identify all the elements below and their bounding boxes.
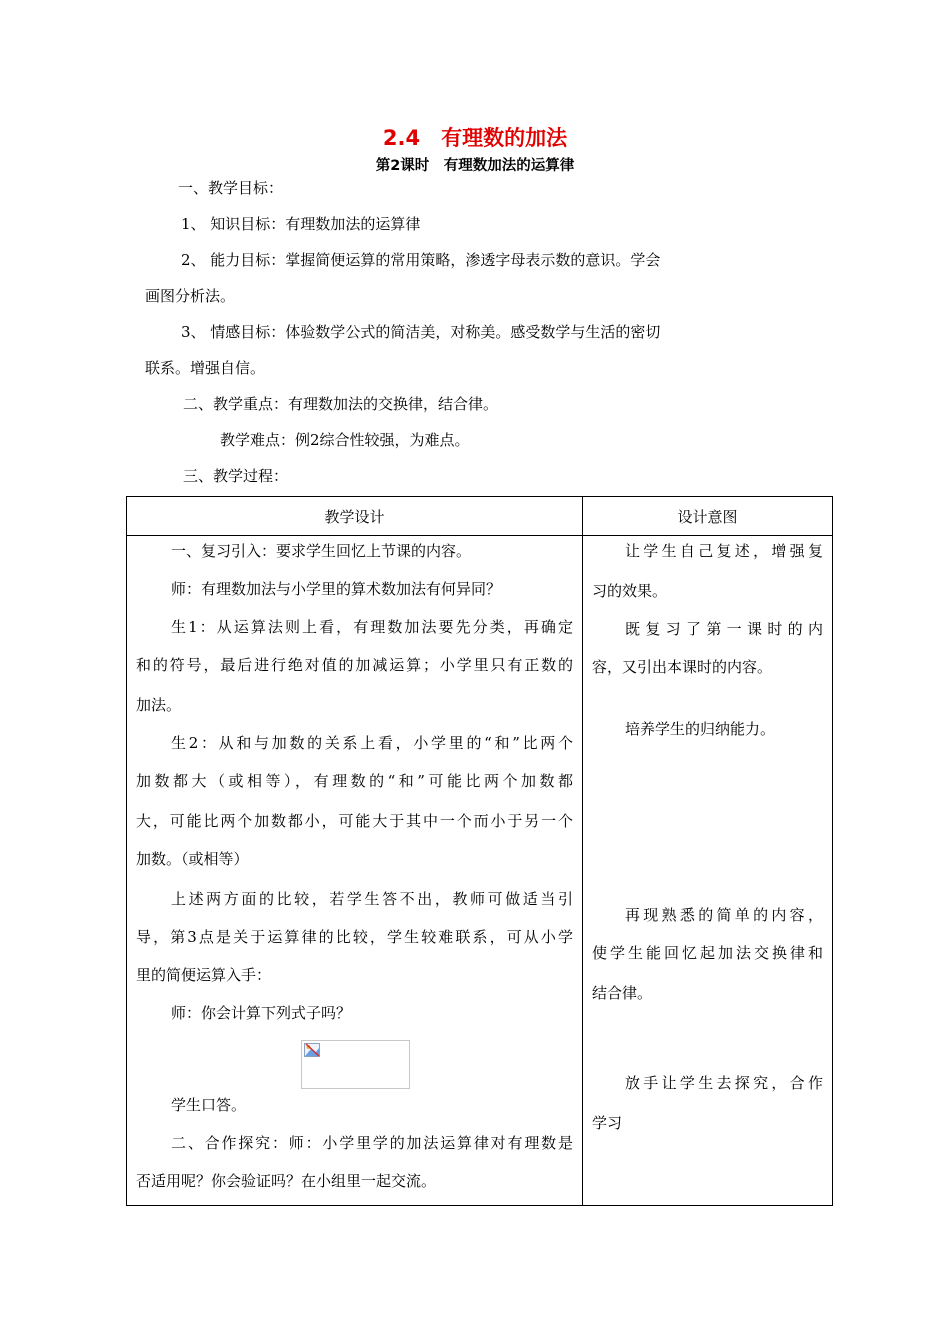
lesson-table xyxy=(126,496,833,1206)
intent-line: 再现熟悉的简单的内容， xyxy=(625,906,823,924)
design-intent-cell xyxy=(583,536,833,1206)
goal-emotion-line1: 3、 情感目标：体验数学公式的简洁美，对称美。感受数学与生活的密切 xyxy=(181,323,661,341)
design-line: 上述两方面的比较，若学生答不出，教师可做适当引 xyxy=(171,890,573,908)
key-points: 二、教学重点：有理数加法的交换律，结合律。 xyxy=(183,395,499,413)
goal-ability-line1: 2、 能力目标：掌握简便运算的常用策略，渗透字母表示数的意识。学会 xyxy=(181,251,661,269)
design-line: 二、合作探究：师：小学里学的加法运算律对有理数是 xyxy=(171,1134,573,1152)
design-line: 里的简便运算入手： xyxy=(136,966,272,984)
goal-knowledge: 1、 知识目标：有理数加法的运算律 xyxy=(181,215,421,233)
intent-line: 培养学生的归纳能力。 xyxy=(625,720,776,738)
teaching-design-cell xyxy=(127,536,583,1206)
intent-line: 结合律。 xyxy=(592,984,653,1002)
intent-line: 使学生能回忆起加法交换律和 xyxy=(592,944,823,962)
design-line: 师：你会计算下列式子吗？ xyxy=(171,1004,352,1022)
design-line: 一、复习引入：要求学生回忆上节课的内容。 xyxy=(171,542,472,560)
design-line: 学生口答。 xyxy=(171,1096,247,1114)
document-title: 2.4 有理数的加法 xyxy=(382,126,568,150)
intent-line: 习的效果。 xyxy=(592,582,668,600)
document-subtitle: 第2课时 有理数加法的运算律 xyxy=(375,158,575,174)
header-design-intent: 设计意图 xyxy=(583,497,833,536)
design-line: 师：有理数加法与小学里的算术数加法有何异同？ xyxy=(171,580,502,598)
process-heading: 三、教学过程： xyxy=(183,467,289,485)
intent-line: 让学生自己复述，增强复 xyxy=(625,542,823,560)
design-line: 和的符号，最后进行绝对值的加减运算；小学里只有正数的 xyxy=(136,656,573,674)
header-teaching-design: 教学设计 xyxy=(127,497,583,536)
intent-line: 放手让学生去探究，合作 xyxy=(625,1074,823,1092)
design-line: 生2：从和与加数的关系上看，小学里的“和”比两个 xyxy=(171,734,573,752)
intent-line: 容，又引出本课时的内容。 xyxy=(592,658,773,676)
design-line: 加法。 xyxy=(136,696,182,714)
broken-image-placeholder xyxy=(301,1040,410,1089)
design-line: 加数都大（或相等），有理数的“和”可能比两个加数都 xyxy=(136,772,573,790)
intent-line: 学习 xyxy=(592,1114,623,1132)
goal-emotion-line2: 联系。增强自信。 xyxy=(145,359,266,377)
difficulty: 教学难点：例2综合性较强，为难点。 xyxy=(220,431,470,449)
design-line: 大，可能比两个加数都小，可能大于其中一个而小于另一个 xyxy=(136,812,573,830)
design-line: 生1：从运算法则上看，有理数加法要先分类，再确定 xyxy=(171,618,573,636)
image-icon xyxy=(304,1043,320,1057)
intent-line: 既复习了第一课时的内 xyxy=(625,620,823,638)
design-line: 否适用呢？你会验证吗？在小组里一起交流。 xyxy=(136,1172,437,1190)
design-line: 加数。（或相等） xyxy=(136,850,249,868)
design-line: 导，第3点是关于运算律的比较，学生较难联系，可从小学 xyxy=(136,928,573,946)
goals-heading: 一、教学目标： xyxy=(178,179,284,197)
goal-ability-line2: 画图分析法。 xyxy=(145,287,236,305)
